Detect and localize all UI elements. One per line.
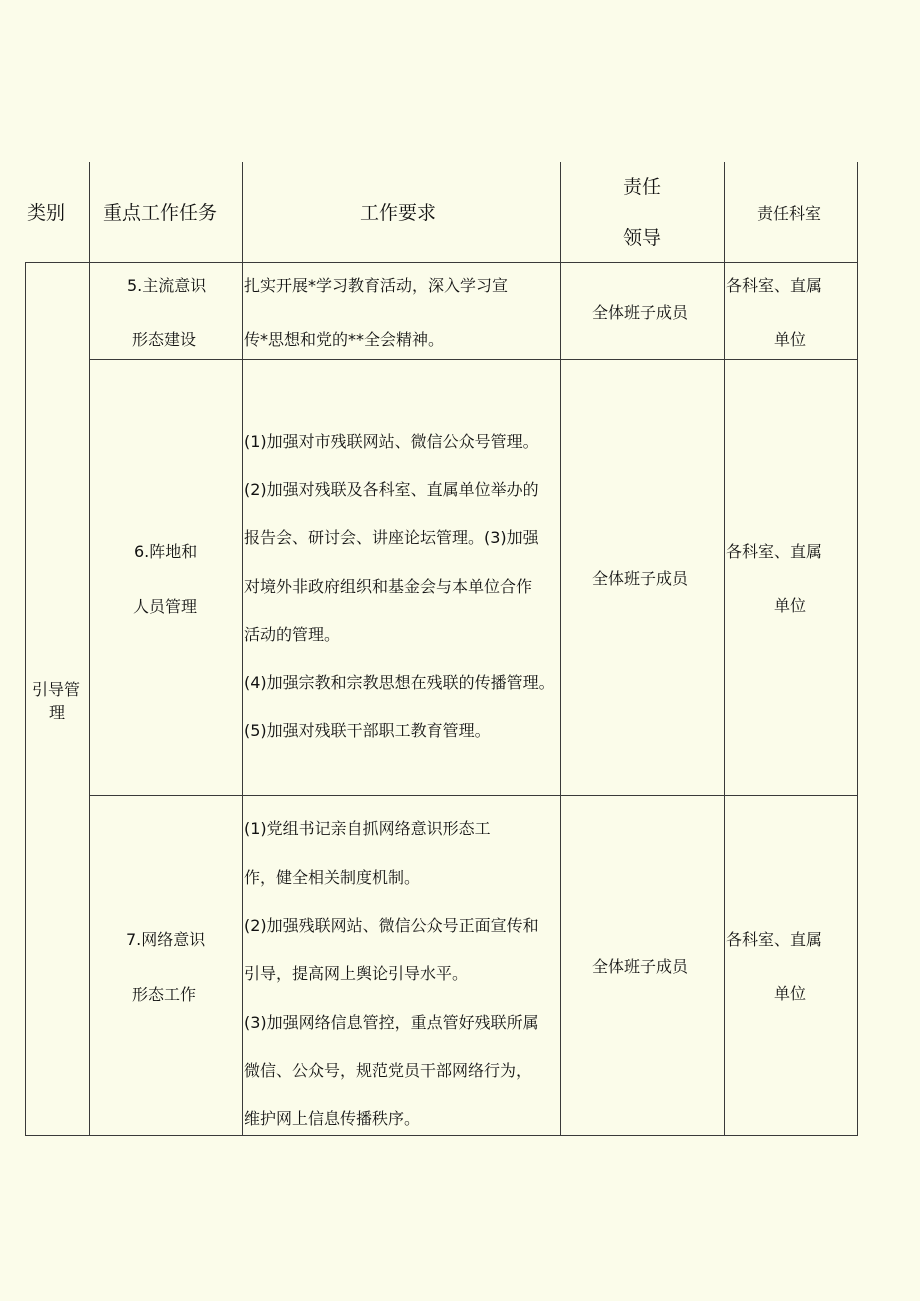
header-office: 责任科室	[757, 204, 822, 223]
office-line1: 各科室、直属	[726, 930, 823, 949]
table-border-bottom	[25, 1135, 858, 1136]
requirement-line: 微信、公众号，规范党员干部网络行为，	[244, 1061, 533, 1080]
table-row-divider-2	[89, 795, 858, 796]
task-label-line2: 形态建设	[132, 330, 197, 349]
leader-cell: 全体班子成员	[592, 303, 689, 322]
table-border-right	[857, 162, 858, 1136]
header-leader-line1: 责任	[623, 176, 662, 198]
task-label-line2: 人员管理	[133, 597, 198, 616]
requirement-line: (3)加强网络信息管控，重点管好残联所属	[244, 1013, 539, 1032]
office-line2: 单位	[774, 330, 807, 349]
requirement-line: 作，健全相关制度机制。	[244, 868, 421, 887]
requirement-line: 报告会、研讨会、讲座论坛管理。(3)加强	[244, 528, 539, 547]
header-requirement: 工作要求	[360, 202, 437, 224]
table-header-divider	[25, 262, 858, 263]
office-line1: 各科室、直属	[726, 542, 823, 561]
category-label-line2: 理	[49, 703, 66, 722]
office-line2: 单位	[774, 984, 807, 1003]
requirement-line: (2)加强对残联及各科室、直属单位举办的	[244, 480, 539, 499]
task-label-line1: 5.主流意识	[127, 276, 207, 295]
header-category: 类别	[27, 202, 66, 224]
requirement-line: (4)加强宗教和宗教思想在残联的传播管理。	[244, 673, 555, 692]
requirement-line: 活动的管理。	[244, 625, 341, 644]
requirement-line: 对境外非政府组织和基金会与本单位合作	[244, 577, 533, 596]
requirement-line: 传*思想和党的**全会精神。	[244, 330, 445, 349]
table-divider-col4	[724, 162, 725, 1136]
task-label-line1: 7.网络意识	[126, 930, 206, 949]
requirement-line: (2)加强残联网站、微信公众号正面宣传和	[244, 916, 539, 935]
table-row-divider-1	[89, 359, 858, 360]
office-line1: 各科室、直属	[726, 276, 823, 295]
leader-cell: 全体班子成员	[592, 569, 689, 588]
requirement-line: 扎实开展*学习教育活动，深入学习宣	[244, 276, 509, 295]
leader-cell: 全体班子成员	[592, 957, 689, 976]
office-line2: 单位	[774, 596, 807, 615]
header-task: 重点工作任务	[103, 202, 218, 224]
category-label-line1: 引导管	[32, 680, 81, 699]
header-leader-line2: 领导	[623, 227, 662, 249]
table-border-left	[25, 262, 26, 1136]
task-label-line2: 形态工作	[132, 985, 197, 1004]
requirement-line: (5)加强对残联干部职工教育管理。	[244, 721, 491, 740]
table-divider-col3	[560, 162, 561, 1136]
task-label-line1: 6.阵地和	[134, 542, 198, 561]
requirement-line: 维护网上信息传播秩序。	[244, 1109, 421, 1128]
requirement-line: 引导，提高网上舆论引导水平。	[244, 964, 469, 983]
requirement-line: (1)加强对市残联网站、微信公众号管理。	[244, 432, 539, 451]
table-divider-col1	[89, 162, 90, 1136]
requirement-line: (1)党组书记亲自抓网络意识形态工	[244, 819, 491, 838]
table-divider-col2	[242, 162, 243, 1136]
